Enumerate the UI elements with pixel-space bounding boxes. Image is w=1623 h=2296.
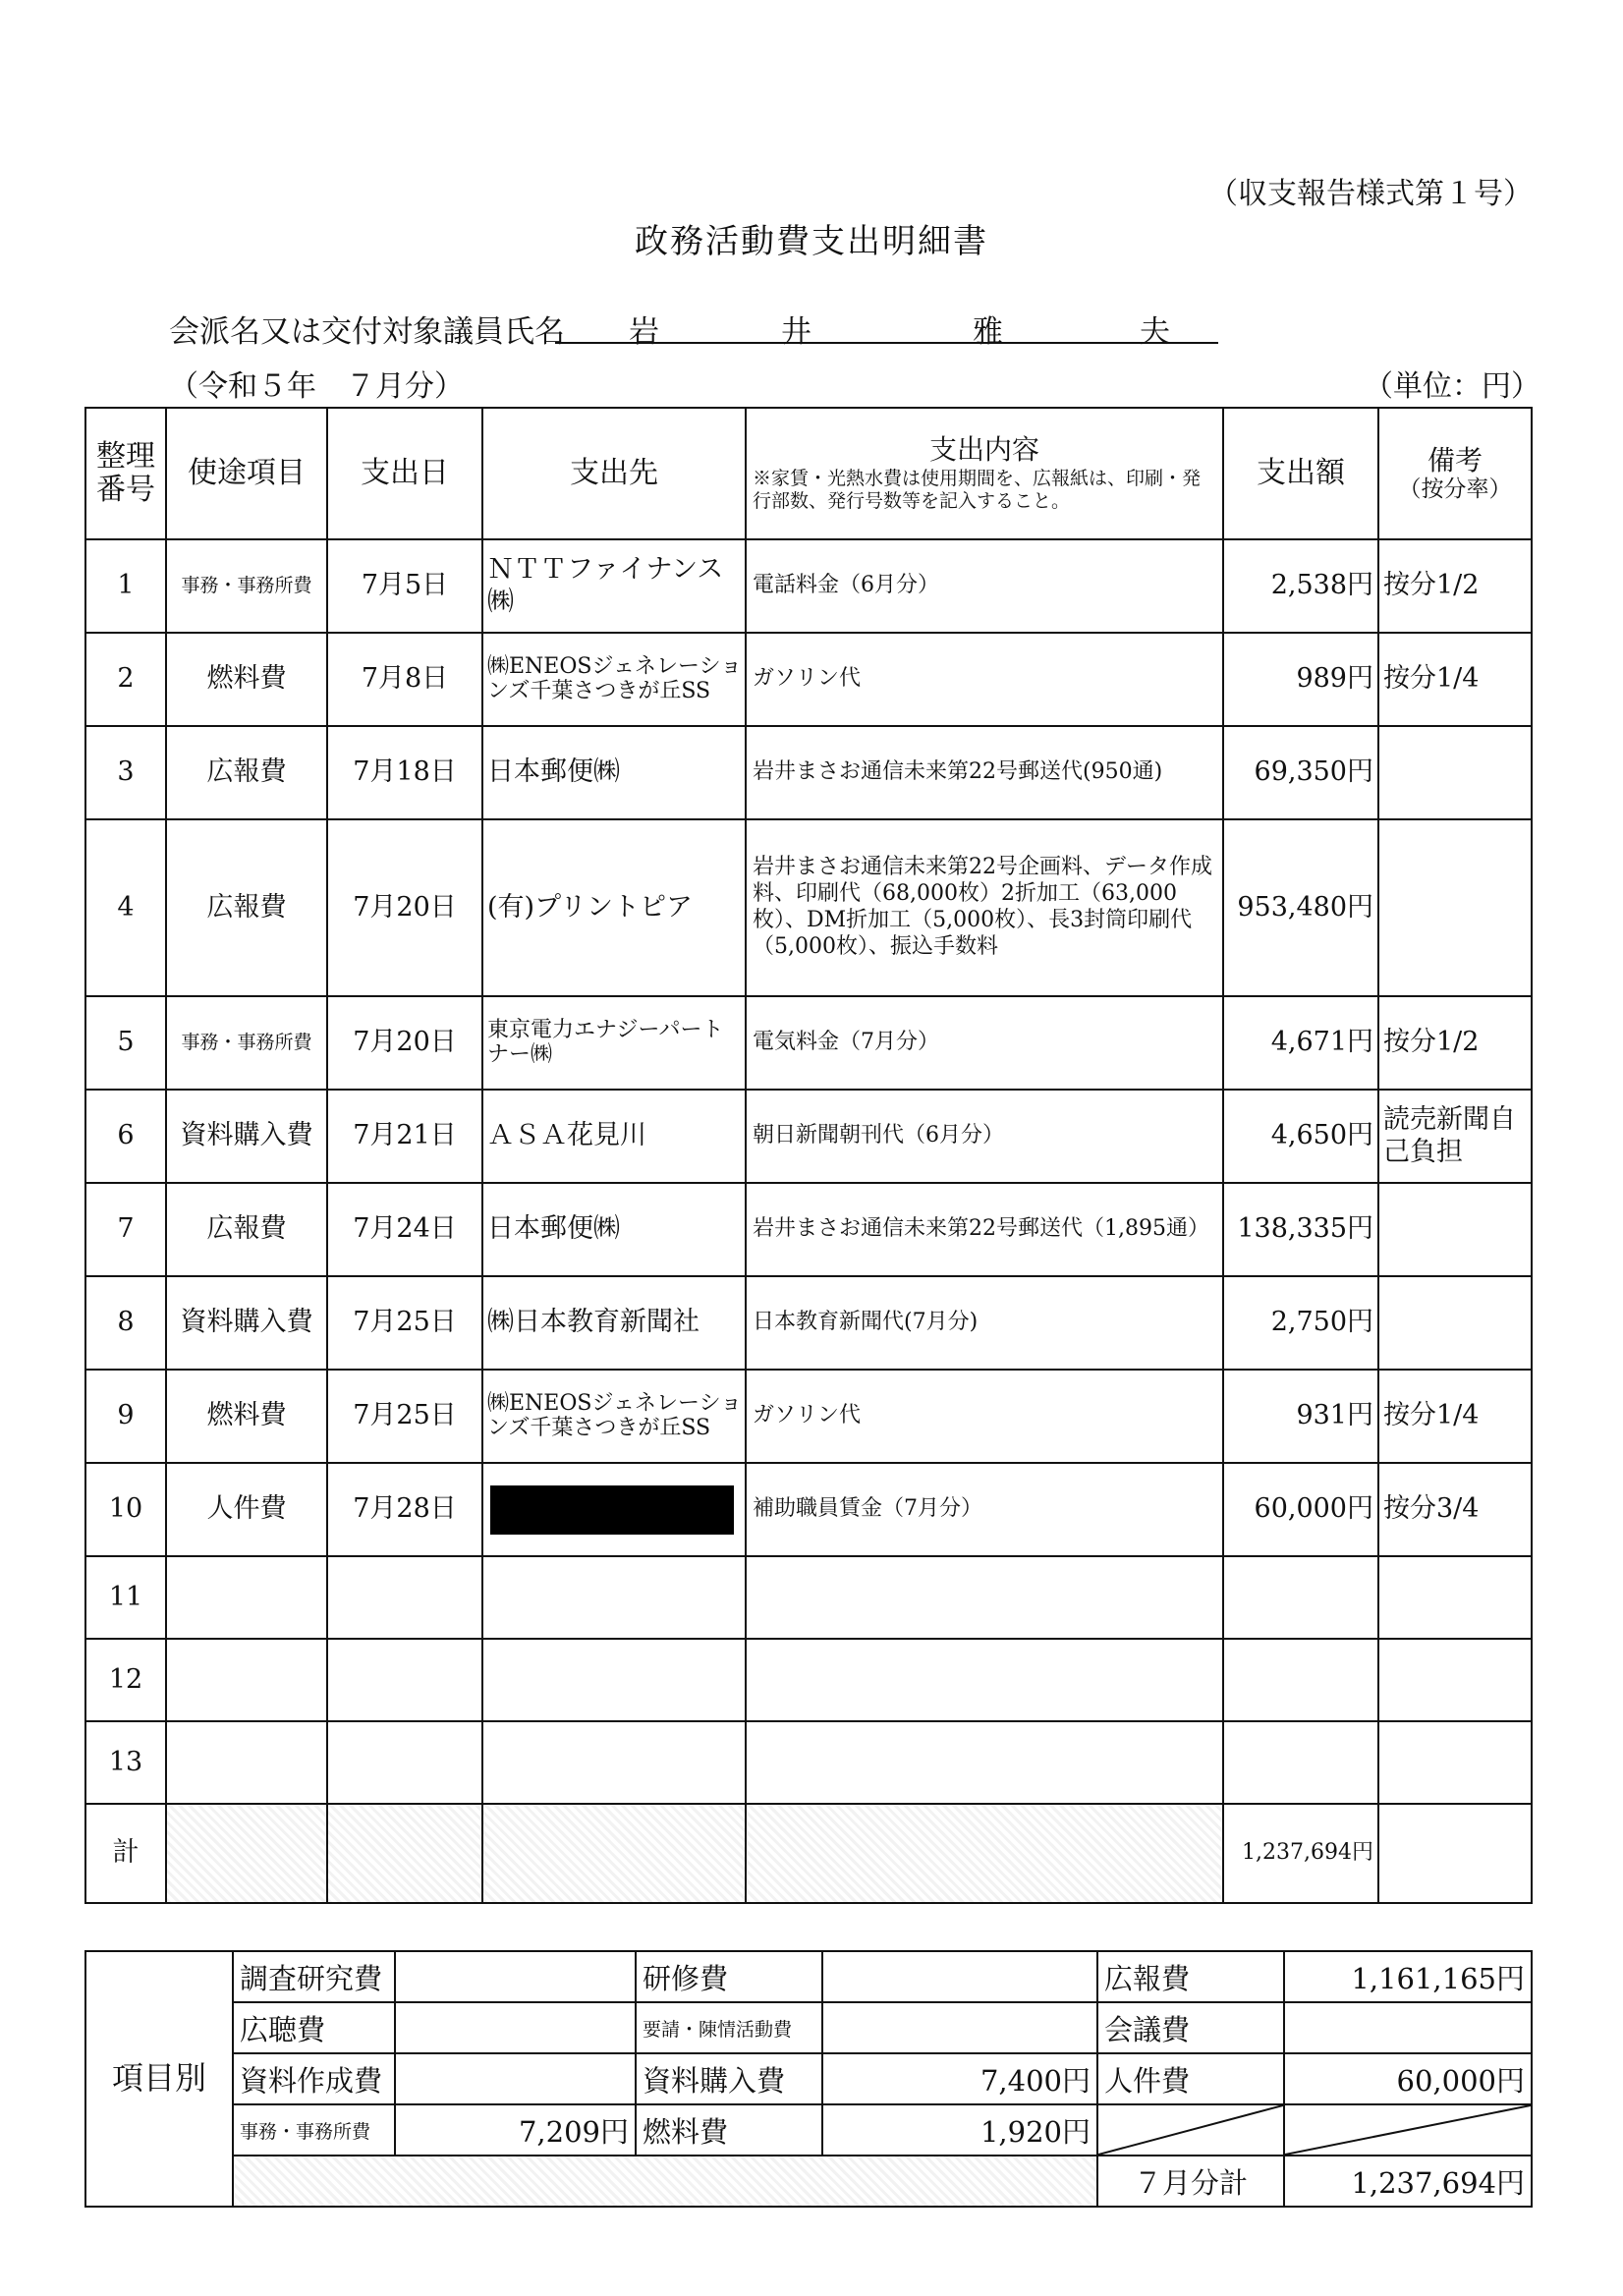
table-row: [85, 996, 1532, 1090]
content-cell: 岩井まさお通信未来第22号郵送代（1,895通）: [746, 1183, 1223, 1276]
remarks-cell: 読売新聞自己負担: [1378, 1090, 1532, 1183]
member-name-char: 雅: [973, 314, 1003, 350]
content-cell: 補助職員賃金（7月分）: [746, 1463, 1223, 1556]
summary-value: [395, 2053, 636, 2104]
form-number: （収支報告様式第１号）: [1208, 177, 1533, 211]
content-cell: 電気料金（7月分）: [746, 996, 1223, 1090]
category-cell: 燃料費: [166, 1370, 327, 1463]
category-cell: 燃料費: [166, 633, 327, 726]
summary-label: 広聴費: [233, 2002, 395, 2053]
total-remarks: [1378, 1804, 1532, 1903]
table-row: [85, 1370, 1532, 1463]
total-amount: 1,237,694円: [1223, 1804, 1378, 1903]
category-cell: 広報費: [166, 1183, 327, 1276]
summary-value: 1,161,165円: [1284, 1951, 1532, 2002]
amount-cell: 953,480円: [1223, 819, 1378, 996]
header-content-title: 支出内容: [928, 433, 1039, 467]
content-cell: 岩井まさお通信未来第22号郵送代(950通): [746, 726, 1223, 819]
payee-cell: ＡＳＡ花見川: [482, 1090, 746, 1183]
row-number: 10: [85, 1463, 166, 1556]
category-cell: 広報費: [166, 819, 327, 996]
payee-cell: 日本郵便㈱: [482, 1183, 746, 1276]
month-total-value: 1,237,694円: [1284, 2156, 1532, 2207]
table-row: [85, 1639, 1532, 1721]
table-row: [85, 1276, 1532, 1370]
table-row: [85, 726, 1532, 819]
content-cell: [746, 1639, 1223, 1721]
remarks-cell: [1378, 1556, 1532, 1639]
redaction-block: [490, 1485, 734, 1535]
summary-label: 会議費: [1097, 2002, 1284, 2053]
date-cell: 7月20日: [327, 996, 482, 1090]
row-number: 2: [85, 633, 166, 726]
total-row: [85, 1804, 1532, 1903]
summary-value: [395, 1951, 636, 2002]
member-name: [555, 301, 1218, 350]
date-cell: [327, 1639, 482, 1721]
summary-value: [822, 1951, 1097, 2002]
row-number: 13: [85, 1721, 166, 1804]
row-number: 5: [85, 996, 166, 1090]
amount-cell: 931円: [1223, 1370, 1378, 1463]
header-content-note: ※家賃・光熱水費は使用期間を、広報紙は、印刷・発行部数、発行号数等を記入すること。: [753, 468, 1202, 513]
category-summary-table: [84, 1950, 1533, 2208]
content-cell: ガソリン代: [746, 633, 1223, 726]
diagonal-blank: [1097, 2104, 1284, 2156]
category-cell: [166, 1721, 327, 1804]
amount-cell: 989円: [1223, 633, 1378, 726]
category-cell: 資料購入費: [166, 1276, 327, 1370]
member-name-char: 夫: [1140, 314, 1170, 350]
remarks-cell: 按分3/4: [1378, 1463, 1532, 1556]
summary-label: 人件費: [1097, 2053, 1284, 2104]
content-cell: ガソリン代: [746, 1370, 1223, 1463]
amount-cell: [1223, 1721, 1378, 1804]
month-total-label: ７月分計: [1097, 2156, 1284, 2207]
content-cell: 岩井まさお通信未来第22号企画料、データ作成料、印刷代（68,000枚）2折加工（63,000枚）、DM折加工（5,000枚）、長3封筒印刷代（5,000枚）、振込手数料: [746, 819, 1223, 996]
category-cell: 事務・事務所費: [166, 996, 327, 1090]
remarks-cell: [1378, 726, 1532, 819]
row-number: 4: [85, 819, 166, 996]
summary-label: 資料購入費: [636, 2053, 822, 2104]
amount-cell: 2,750円: [1223, 1276, 1378, 1370]
member-name-char: 井: [781, 314, 812, 350]
diagonal-blank: [1284, 2104, 1532, 2156]
category-cell: 資料購入費: [166, 1090, 327, 1183]
unit-label: （単位：円）: [1364, 369, 1540, 404]
remarks-cell: 按分1/4: [1378, 633, 1532, 726]
summary-label: 研修費: [636, 1951, 822, 2002]
summary-value: [822, 2002, 1097, 2053]
date-cell: 7月5日: [327, 539, 482, 633]
summary-value: [1284, 2002, 1532, 2053]
remarks-cell: 按分1/4: [1378, 1370, 1532, 1463]
amount-cell: 138,335円: [1223, 1183, 1378, 1276]
remarks-cell: 按分1/2: [1378, 539, 1532, 633]
summary-value: 1,920円: [822, 2104, 1097, 2156]
amount-cell: 2,538円: [1223, 539, 1378, 633]
category-cell: [166, 1639, 327, 1721]
row-number: 1: [85, 539, 166, 633]
header-category: 使途項目: [166, 408, 327, 539]
total-label: 計: [85, 1804, 166, 1903]
header-remarks-sub: （按分率）: [1398, 476, 1512, 502]
amount-cell: 69,350円: [1223, 726, 1378, 819]
document-title: 政務活動費支出明細書: [635, 222, 988, 261]
amount-cell: [1223, 1639, 1378, 1721]
category-cell: 人件費: [166, 1463, 327, 1556]
row-number: 11: [85, 1556, 166, 1639]
amount-cell: 4,671円: [1223, 996, 1378, 1090]
row-number: 9: [85, 1370, 166, 1463]
header-date: 支出日: [327, 408, 482, 539]
amount-cell: 4,650円: [1223, 1090, 1378, 1183]
date-cell: 7月25日: [327, 1276, 482, 1370]
date-cell: 7月24日: [327, 1183, 482, 1276]
content-cell: [746, 1556, 1223, 1639]
date-cell: 7月20日: [327, 819, 482, 996]
row-number: 8: [85, 1276, 166, 1370]
content-cell: 電話料金（6月分）: [746, 539, 1223, 633]
table-row: [85, 1090, 1532, 1183]
table-row: [85, 1556, 1532, 1639]
header-remarks-title: 備考: [1427, 443, 1483, 476]
summary-value: 7,209円: [395, 2104, 636, 2156]
summary-blank: [233, 2156, 1097, 2207]
row-number: 7: [85, 1183, 166, 1276]
header-payee: 支出先: [482, 408, 746, 539]
content-cell: 日本教育新聞代(7月分): [746, 1276, 1223, 1370]
amount-cell: 60,000円: [1223, 1463, 1378, 1556]
amount-cell: [1223, 1556, 1378, 1639]
header-remarks: [1378, 408, 1532, 539]
table-header-row: [85, 408, 1532, 539]
header-amount: 支出額: [1223, 408, 1378, 539]
payee-cell: ㈱日本教育新聞社: [482, 1276, 746, 1370]
expense-table: [84, 407, 1533, 1904]
total-blank: [746, 1804, 1223, 1903]
member-name-char: 岩: [629, 314, 659, 350]
payee-cell: (有)プリントピア: [482, 819, 746, 996]
summary-label: 資料作成費: [233, 2053, 395, 2104]
payee-cell: ㈱ENEOSジェネレーションズ千葉さつきが丘SS: [482, 1370, 746, 1463]
payee-cell: ＮＴＴファイナンス㈱: [482, 539, 746, 633]
summary-value: [395, 2002, 636, 2053]
table-row: [85, 633, 1532, 726]
date-cell: 7月21日: [327, 1090, 482, 1183]
remarks-cell: [1378, 1276, 1532, 1370]
table-row: [85, 1463, 1532, 1556]
row-number: 6: [85, 1090, 166, 1183]
header-content: [746, 408, 1223, 539]
payee-cell: 日本郵便㈱: [482, 726, 746, 819]
summary-value: 60,000円: [1284, 2053, 1532, 2104]
summary-side-label: 項目別: [85, 1951, 233, 2207]
payee-cell: [482, 1721, 746, 1804]
date-cell: 7月8日: [327, 633, 482, 726]
date-cell: 7月18日: [327, 726, 482, 819]
row-number: 3: [85, 726, 166, 819]
remarks-cell: [1378, 1183, 1532, 1276]
date-cell: 7月28日: [327, 1463, 482, 1556]
total-blank: [482, 1804, 746, 1903]
table-row: [85, 1721, 1532, 1804]
report-period: （令和５年 ７月分）: [169, 369, 464, 404]
category-cell: 広報費: [166, 726, 327, 819]
date-cell: [327, 1721, 482, 1804]
payee-cell: [482, 1556, 746, 1639]
content-cell: 朝日新聞朝刊代（6月分）: [746, 1090, 1223, 1183]
payee-cell: 東京電力エナジーパートナー㈱: [482, 996, 746, 1090]
remarks-cell: [1378, 819, 1532, 996]
row-number: 12: [85, 1639, 166, 1721]
remarks-cell: 按分1/2: [1378, 996, 1532, 1090]
header-no: 整理番号: [85, 408, 166, 539]
date-cell: [327, 1556, 482, 1639]
date-cell: 7月25日: [327, 1370, 482, 1463]
table-row: [85, 1183, 1532, 1276]
summary-label: 燃料費: [636, 2104, 822, 2156]
remarks-cell: [1378, 1639, 1532, 1721]
category-cell: 事務・事務所費: [166, 539, 327, 633]
summary-label: 調査研究費: [233, 1951, 395, 2002]
payee-cell: ㈱ENEOSジェネレーションズ千葉さつきが丘SS: [482, 633, 746, 726]
remarks-cell: [1378, 1721, 1532, 1804]
total-blank: [327, 1804, 482, 1903]
summary-label: 広報費: [1097, 1951, 1284, 2002]
payee-cell: [482, 1639, 746, 1721]
member-name-label: 会派名又は交付対象議員氏名: [169, 314, 565, 350]
payee-cell: [482, 1463, 746, 1556]
total-blank: [166, 1804, 327, 1903]
summary-value: 7,400円: [822, 2053, 1097, 2104]
table-row: [85, 539, 1532, 633]
content-cell: [746, 1721, 1223, 1804]
table-row: [85, 819, 1532, 996]
category-cell: [166, 1556, 327, 1639]
summary-label: 事務・事務所費: [233, 2104, 395, 2156]
summary-label: 要請・陳情活動費: [636, 2002, 822, 2053]
